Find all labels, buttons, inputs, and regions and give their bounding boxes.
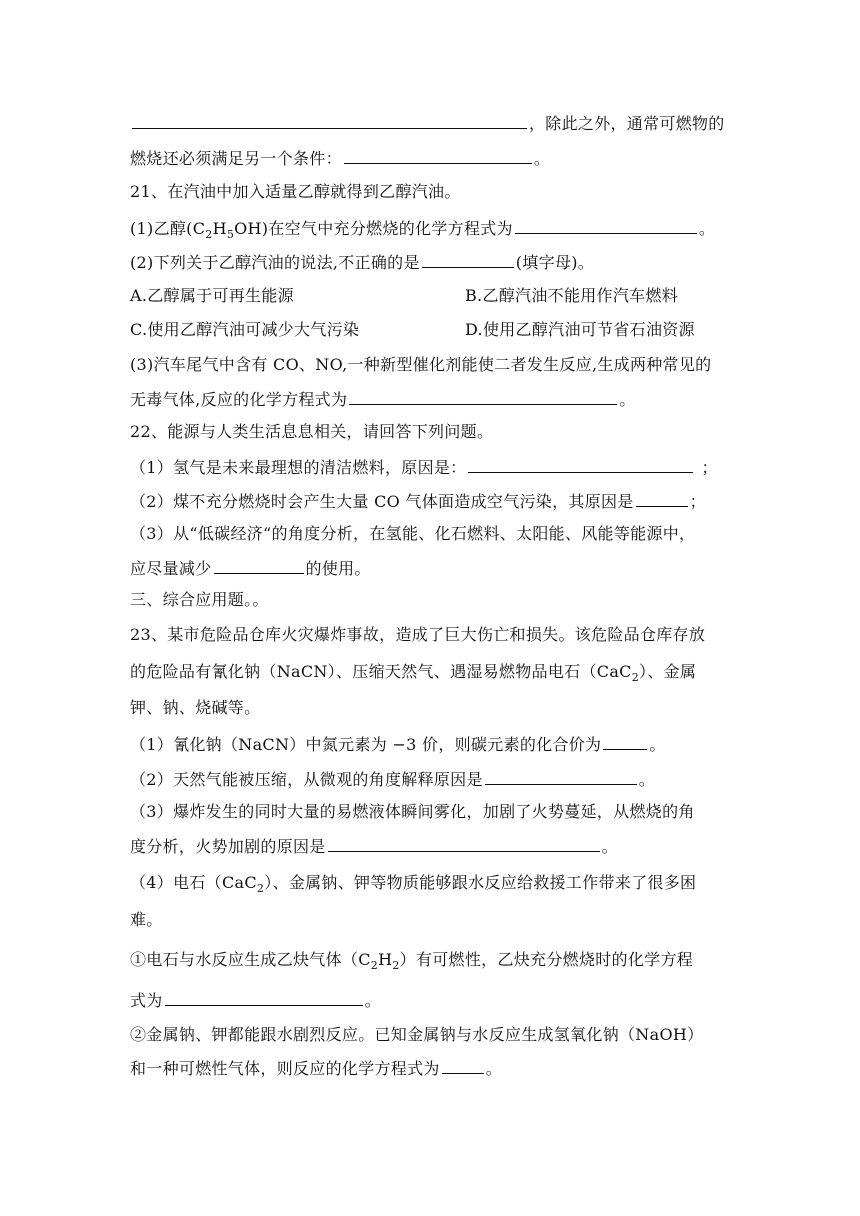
text-line: 难。 bbox=[130, 910, 163, 929]
option-c: C.使用乙醇汽油可减少大气污染 bbox=[130, 320, 360, 339]
question-23-2: （2）天然气能被压缩，从微观的角度解释原因是 。 bbox=[130, 770, 656, 789]
question-21-3: (3)汽车尾气中含有 CO、NO,一种新型催化剂能使二者发生反应,生成两种常见的 bbox=[130, 355, 712, 374]
question-21-2: (2)下列关于乙醇汽油的说法,不正确的是 (填字母)。 bbox=[130, 253, 595, 272]
answer-blank[interactable] bbox=[515, 217, 697, 234]
text-line: ，除此之外，通常可燃物的 bbox=[130, 112, 725, 134]
question-23: 23、某市危险品仓库火灾爆炸事故，造成了巨大伤亡和损失。该危险品仓库存放 bbox=[130, 625, 706, 644]
answer-blank[interactable] bbox=[214, 557, 304, 574]
question-22-2: （2）煤不充分燃烧时会产生大量 CO 气体面造成空气污染，其原因是 ； bbox=[130, 492, 706, 511]
text-line: 钾、钠、烧碱等。 bbox=[130, 698, 261, 717]
answer-blank[interactable] bbox=[422, 251, 514, 268]
answer-blank[interactable] bbox=[328, 835, 600, 852]
text-line: 式为 。 bbox=[130, 991, 381, 1010]
section-3-heading: 三、综合应用题。。 bbox=[130, 590, 269, 609]
answer-blank[interactable] bbox=[344, 147, 532, 164]
text-line: 无毒气体,反应的化学方程式为 。 bbox=[130, 390, 636, 409]
text-line: 度分析，火势加剧的原因是 。 bbox=[130, 837, 618, 856]
options-row-1 bbox=[130, 286, 294, 306]
answer-blank[interactable] bbox=[603, 733, 647, 750]
question-22: 22、能源与人类生活息息相关，请回答下列问题。 bbox=[130, 422, 494, 441]
text-line: 燃烧还必须满足另一个条件： 。 bbox=[130, 149, 551, 168]
options-row-2 bbox=[130, 320, 359, 340]
question-23-1: （1）氰化钠（NaCN）中氮元素为 −3 价，则碳元素的化合价为 。 bbox=[130, 735, 666, 754]
text-line: 的危险品有氰化钠（NaCN）、压缩天然气、遇湿易燃物品电石（CaC$_2$）、金属 bbox=[130, 662, 697, 685]
question-23-4: （4）电石（CaC$_2$）、金属钠、钾等物质能够跟水反应给救援工作带来了很多困 bbox=[130, 873, 697, 896]
question-23-3: （3）爆炸发生的同时大量的易燃液体瞬间雾化，加剧了火势蔓延，从燃烧的角 bbox=[130, 802, 695, 821]
answer-blank[interactable] bbox=[349, 388, 617, 405]
text-line: 和一种可燃性气体，则反应的化学方程式为 。 bbox=[130, 1059, 503, 1078]
question-22-3: （3）从“低碳经济“的角度分析，在氢能、化石燃料、太阳能、风能等能源中， bbox=[130, 524, 696, 543]
option-a: A.乙醇属于可再生能源 bbox=[130, 286, 294, 305]
question-21: 21、在汽油中加入适量乙醇就得到乙醇汽油。 bbox=[130, 182, 461, 201]
question-22-1: （1）氢气是未来最理想的清洁燃料，原因是： ； bbox=[130, 458, 718, 477]
question-23-4-2: ②金属钠、钾都能跟水剧烈反应。已知金属钠与水反应生成氢氧化钠（NaOH） bbox=[130, 1025, 704, 1044]
answer-blank[interactable] bbox=[132, 112, 527, 129]
option-d: D.使用乙醇汽油可节省石油资源 bbox=[465, 320, 695, 339]
question-21-1: (1)乙醇$(C_2H_5OH)$在空气中充分燃烧的化学方程式为 。 bbox=[130, 219, 716, 242]
answer-blank[interactable] bbox=[442, 1057, 484, 1074]
answer-blank[interactable] bbox=[636, 490, 688, 507]
text-line: 应尽量减少 的使用。 bbox=[130, 559, 371, 578]
answer-blank[interactable] bbox=[468, 456, 693, 473]
answer-blank[interactable] bbox=[165, 989, 363, 1006]
answer-blank[interactable] bbox=[485, 768, 637, 785]
option-b: B.乙醇汽油不能用作汽车燃料 bbox=[465, 286, 679, 305]
question-23-4-1: ①电石与水反应生成乙炔气体$(C_2H_2)$有可燃性，乙炔充分燃烧时的化学方程 bbox=[130, 950, 694, 973]
